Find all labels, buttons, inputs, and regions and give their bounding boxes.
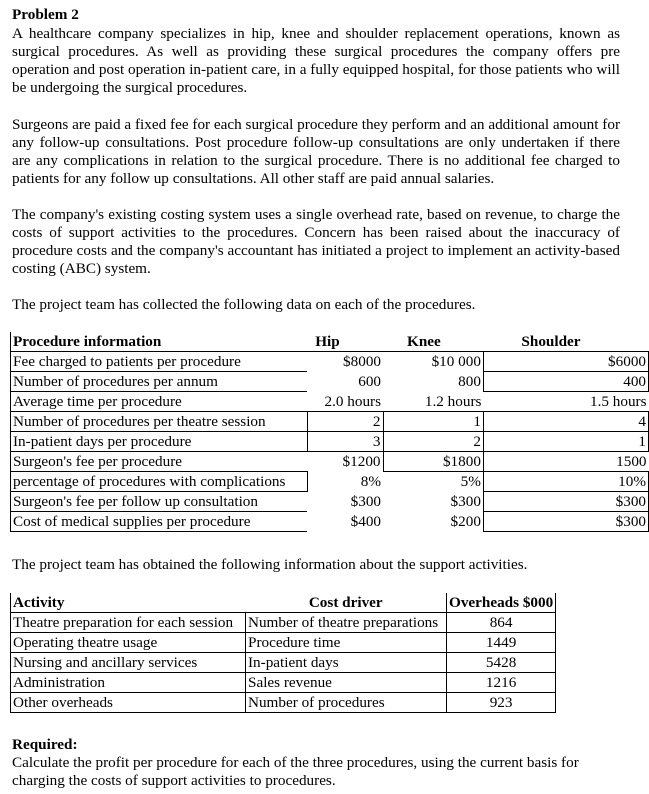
activity-cell: Nursing and ancillary services — [11, 653, 246, 673]
table-row — [11, 452, 649, 472]
row-label: Surgeon's fee per procedure — [11, 452, 308, 472]
table-row — [11, 693, 556, 713]
activity-cell: Other overheads — [11, 693, 246, 713]
cost-driver-cell: Number of theatre preparations — [246, 613, 447, 633]
overheads-cell: 5428 — [447, 653, 556, 673]
header-cell: Shoulder — [483, 332, 648, 352]
table-header-row — [11, 593, 556, 613]
cost-driver-cell: Sales revenue — [246, 673, 447, 693]
table-cell: 3 — [307, 432, 383, 452]
table-cell: $10 000 — [431, 353, 481, 371]
overheads-cell: 864 — [447, 613, 556, 633]
table-row — [11, 512, 649, 532]
problem-title: Problem 2 — [12, 6, 79, 23]
table-cell: 400 — [483, 372, 648, 392]
row-label: Number of procedures per theatre session — [11, 412, 308, 432]
table-row — [11, 472, 649, 492]
obtained-paragraph: The project team has obtained the following information about the support activities. — [12, 556, 528, 573]
row-label: Fee charged to patients per procedure — [11, 352, 308, 372]
table-cell: 1500 — [616, 453, 647, 470]
table-cell: 8% — [360, 473, 381, 490]
table-cell: $300 — [350, 493, 381, 510]
table-cell: $8000 — [343, 353, 381, 371]
table-row — [11, 432, 649, 452]
table-row — [11, 372, 649, 392]
table-row — [11, 653, 556, 673]
row-label: Average time per procedure — [11, 392, 308, 412]
table-row — [11, 412, 649, 432]
table-cell: 800 — [458, 373, 481, 390]
collected-paragraph: The project team has collected the following data on each of the procedures. — [12, 296, 476, 313]
cost-driver-cell: Number of procedures — [246, 693, 447, 713]
header-cell: Hip — [307, 332, 383, 352]
row-label: Number of procedures per annum — [11, 372, 308, 392]
table-cell: 2.0 hours — [324, 392, 381, 410]
procedure-table — [10, 332, 649, 532]
activity-cell: Theatre preparation for each session — [11, 613, 246, 633]
table-cell: 1.2 hours — [424, 392, 482, 410]
table-cell: 5% — [460, 473, 481, 491]
table-cell: 2 — [383, 432, 483, 452]
row-label: Cost of medical supplies per procedure — [11, 512, 308, 532]
table-cell: 1 — [483, 432, 648, 452]
header-cell: Overheads $000 — [447, 593, 556, 613]
row-label: percentage of procedures with complications — [11, 472, 308, 492]
required-text: Calculate the profit per procedure for each of the three procedures, using the current basis for charging the costs of support activities to procedures. — [12, 754, 579, 789]
table-row — [11, 392, 649, 412]
table-row — [11, 352, 649, 372]
table-cell: $1800 — [383, 452, 483, 472]
table-cell: 1.5 hours — [589, 393, 647, 410]
table-cell: $300 — [483, 492, 648, 512]
row-label: In-patient days per procedure — [11, 432, 308, 452]
header-cell: Activity — [11, 593, 246, 613]
table-cell: $1200 — [342, 453, 381, 471]
table-cell: $6000 — [483, 352, 648, 372]
row-label: Surgeon's fee per follow up consultation — [11, 492, 308, 512]
table-cell: $300 — [483, 512, 648, 532]
cost-driver-cell: In-patient days — [246, 653, 447, 673]
table-cell: 4 — [483, 412, 648, 432]
table-row — [11, 673, 556, 693]
required-label: Required: — [12, 736, 78, 753]
overheads-cell: 1216 — [447, 673, 556, 693]
activity-cell: Operating theatre usage — [11, 633, 246, 653]
header-cell: Cost driver — [246, 593, 447, 613]
overheads-cell: 923 — [447, 693, 556, 713]
table-cell: $200 — [450, 513, 481, 530]
table-cell: 600 — [358, 373, 381, 390]
table-cell: $400 — [350, 513, 381, 530]
table-row — [11, 613, 556, 633]
header-cell: Knee — [383, 332, 483, 352]
table-cell: $300 — [450, 493, 481, 510]
overheads-cell: 1449 — [447, 633, 556, 653]
table-header-row — [11, 332, 649, 352]
activity-table — [10, 593, 556, 713]
intro-paragraph: A healthcare company specializes in hip, knee and shoulder replacement operations, known as surgical procedures. As well as providing these surgical procedures the company offers pre operation and post operation in-patient care, in a fully equipped hospital, for those patients who will be undergoing the surgical procedures. — [12, 25, 620, 96]
activity-cell: Administration — [11, 673, 246, 693]
table-cell: 2 — [307, 412, 383, 432]
costing-paragraph: The company's existing costing system uses a single overhead rate, based on revenue, to charge the costs of support activities to the procedures. Concern has been raised about the inaccuracy of procedure costs and the company's accountant has initiated a project to implement an activity-based costing (ABC) system. — [12, 206, 620, 277]
table-cell: 10% — [483, 472, 648, 492]
table-row — [11, 492, 649, 512]
header-cell: Procedure information — [11, 332, 308, 352]
table-cell: 1 — [383, 412, 483, 432]
table-row — [11, 633, 556, 653]
cost-driver-cell: Procedure time — [246, 633, 447, 653]
surgeons-paragraph: Surgeons are paid a fixed fee for each surgical procedure they perform and an additional amount for any follow-up consultations. Post procedure follow-up consultations are only undertaken if there are any complications in relation to the surgical procedure. There is no additional fee charged to patients for any follow up consultations. All other staff are paid annual salaries. — [12, 116, 620, 187]
